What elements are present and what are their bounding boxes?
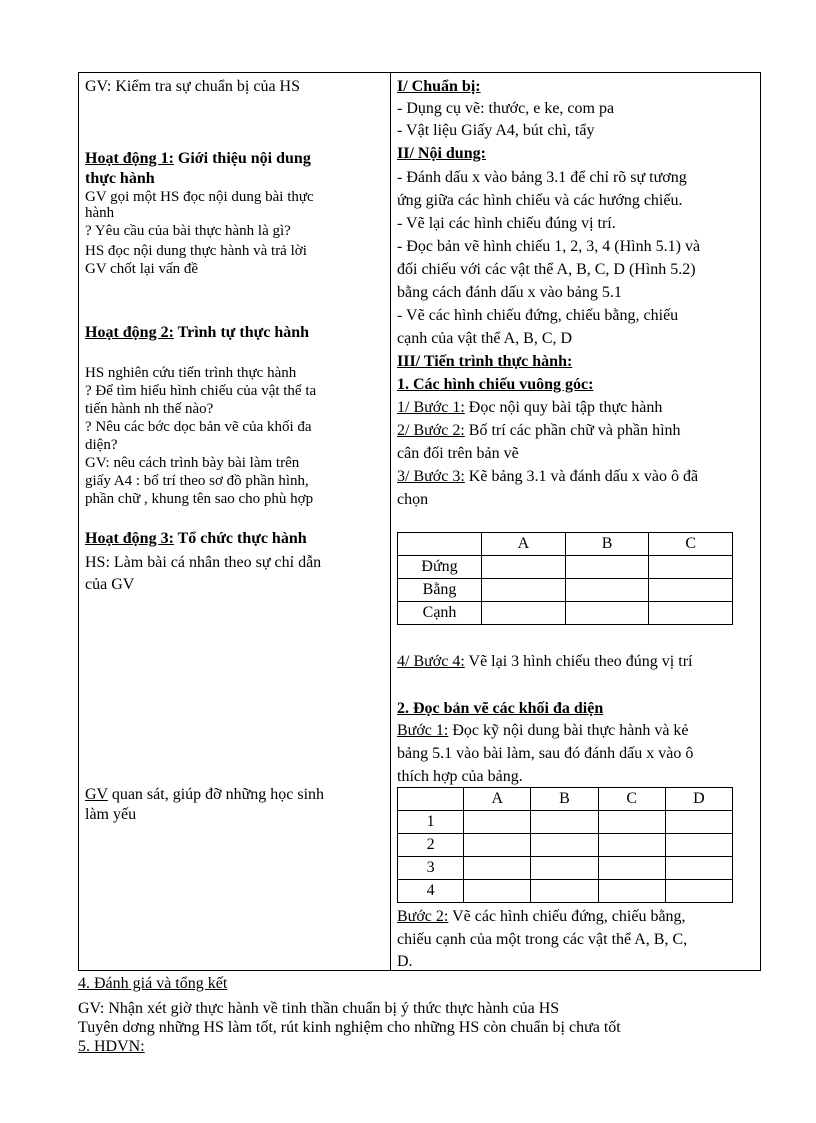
footer-line: Tuyên dơng những HS làm tốt, rút kinh nghiệm cho những HS còn chuẩn bị chưa tốt (78, 1019, 621, 1036)
text-line: tiến hành nh thế nào? (85, 401, 214, 417)
table-cell (665, 857, 732, 880)
text-line: GV chốt lại vấn đề (85, 261, 199, 277)
step-b2 (397, 907, 686, 927)
table-header: A (482, 533, 566, 556)
activity-1-heading (85, 149, 311, 169)
text-line: làm yếu (85, 806, 137, 823)
text-line: cân đối trên bản vẽ (397, 445, 519, 462)
table-header: B (565, 533, 649, 556)
table-row (398, 880, 733, 903)
table-row (398, 811, 733, 834)
text-line: GV: Kiểm tra sự chuẩn bị của HS (85, 78, 300, 95)
step-3-label: 3/ Bước 3: (397, 468, 465, 485)
section-3-title: III/ Tiến trình thực hành: (397, 353, 573, 370)
row-label: Cạnh (398, 602, 482, 625)
table-row (398, 556, 733, 579)
text-line: - Đánh dấu x vào bảng 3.1 để chỉ rõ sự tương (397, 169, 687, 186)
table-row (398, 834, 733, 857)
homework-title: 5. HDVN: (78, 1038, 145, 1055)
table-cell (649, 602, 733, 625)
activity-1-label: Hoạt động 1: (85, 150, 174, 167)
section-2-title: II/ Nội dung: (397, 145, 486, 162)
table-cell (598, 857, 665, 880)
column-divider (390, 73, 391, 970)
text-line: bảng 5.1 vào bài làm, sau đó đánh dấu x vào ô (397, 745, 694, 762)
table-header: D (665, 788, 732, 811)
activity-3-heading (85, 529, 307, 549)
text-line: ? Yêu cầu của bài thực hành là gì? (85, 223, 291, 239)
text-line: - Vẽ các hình chiếu đứng, chiếu bằng, chiếu (397, 307, 679, 324)
text-line: ứng giữa các hình chiếu và các hướng chiếu. (397, 192, 683, 209)
table-cell (665, 811, 732, 834)
row-label: Bằng (398, 579, 482, 602)
table-row (398, 579, 733, 602)
activity-3-label: Hoạt động 3: (85, 530, 174, 547)
text-line: phần chữ , khung tên sao cho phù hợp (85, 491, 314, 507)
gv-label: GV (85, 786, 108, 803)
step-1-label: 1/ Bước 1: (397, 399, 465, 416)
table-cell (398, 788, 464, 811)
activity-2-label: Hoạt động 2: (85, 324, 174, 341)
row-label: 4 (398, 880, 464, 903)
text-line: D. (397, 953, 413, 970)
table-cell (598, 811, 665, 834)
table-cell (531, 811, 598, 834)
text-line: đối chiếu với các vật thể A, B, C, D (Hình 5.2) (397, 261, 696, 278)
text-line: cạnh của vật thể A, B, C, D (397, 330, 573, 347)
table-cell (565, 556, 649, 579)
table-cell (598, 834, 665, 857)
table-row (398, 788, 733, 811)
table-cell (598, 880, 665, 903)
table-cell (464, 857, 531, 880)
table-cell (531, 834, 598, 857)
row-label: Đứng (398, 556, 482, 579)
table-row (398, 533, 733, 556)
text-line: chiếu cạnh của một trong các vật thể A, B, C, (397, 931, 688, 948)
text-line: HS đọc nội dung thực hành và trả lời (85, 243, 307, 259)
table-3-1 (397, 532, 733, 625)
row-label: 3 (398, 857, 464, 880)
text-line: thích hợp của bảng. (397, 768, 523, 785)
table-cell (531, 857, 598, 880)
step-b1-label: Bước 1: (397, 722, 449, 739)
table-cell (464, 834, 531, 857)
section-3-subtitle: 1. Các hình chiếu vuông góc: (397, 376, 594, 393)
step-2-text: Bố trí các phần chữ và phần hình (468, 422, 681, 439)
text-line: của GV (85, 576, 135, 593)
table-header: B (531, 788, 598, 811)
step-4 (397, 652, 692, 672)
text-line: giấy A4 : bố trí theo sơ đồ phần hình, (85, 473, 309, 489)
table-row (398, 602, 733, 625)
step-1-text: Đọc nội quy bài tập thực hành (468, 399, 663, 416)
step-2 (397, 421, 681, 441)
table-cell (531, 880, 598, 903)
table-cell (665, 834, 732, 857)
section-1-title: I/ Chuẩn bị: (397, 78, 481, 95)
lesson-table (78, 72, 761, 971)
step-2-label: 2/ Bước 2: (397, 422, 465, 439)
table-cell (464, 880, 531, 903)
table-cell (565, 579, 649, 602)
text-line: chọn (397, 491, 429, 508)
activity-1-heading-cont: thực hành (85, 170, 155, 187)
activity-3-title: Tổ chức thực hành (177, 530, 307, 547)
activity-1-title: Giới thiệu nội dung (177, 150, 311, 167)
text-line: hành (85, 205, 115, 221)
table-cell (649, 579, 733, 602)
table-cell (665, 880, 732, 903)
text-line: HS: Làm bài cá nhân theo sự chỉ dẫn (85, 554, 322, 571)
activity-2-heading (85, 323, 309, 343)
table-header: C (649, 533, 733, 556)
table-5-1 (397, 787, 733, 903)
text-line: - Đọc bản vẽ hình chiếu 1, 2, 3, 4 (Hình 5.1) và (397, 238, 701, 255)
section-4-title: 2. Đọc bản vẽ các khối đa diện (397, 700, 604, 717)
text-line: ? Nêu các bớc dọc bản vẽ của khối đa (85, 419, 312, 435)
table-cell (482, 602, 566, 625)
table-cell (482, 579, 566, 602)
table-row (398, 857, 733, 880)
step-b1 (397, 721, 689, 741)
step-3-text: Kẽ bảng 3.1 và đánh dấu x vào ô đã (468, 468, 699, 485)
text-line: - Dụng cụ vẽ: thước, e ke, com pa (397, 100, 615, 117)
step-4-label: 4/ Bước 4: (397, 653, 465, 670)
table-header: C (598, 788, 665, 811)
gv-text: quan sát, giúp đỡ những học sinh (111, 786, 325, 803)
step-1 (397, 398, 662, 418)
evaluation-title: 4. Đánh giá và tổng kết (78, 975, 228, 992)
table-cell (649, 556, 733, 579)
step-4-text: Vẽ lại 3 hình chiếu theo đúng vị trí (468, 653, 693, 670)
text-line: diện? (85, 437, 118, 453)
text-line: ? Để tìm hiểu hình chiếu của vật thể ta (85, 383, 317, 399)
text-line: - Vật liệu Giấy A4, bút chì, tẩy (397, 122, 595, 139)
footer-line: GV: Nhận xét giờ thực hành về tinh thần chuẩn bị ý thức thực hành của HS (78, 1000, 560, 1017)
text-line (85, 785, 324, 805)
step-b1-text: Đọc kỹ nội dung bài thực hành và kẻ (452, 722, 689, 739)
row-label: 2 (398, 834, 464, 857)
table-cell (464, 811, 531, 834)
table-header: A (464, 788, 531, 811)
step-3 (397, 467, 698, 487)
step-b2-label: Bước 2: (397, 908, 449, 925)
table-cell (565, 602, 649, 625)
text-line: GV: nêu cách trình bày bài làm trên (85, 455, 300, 471)
text-line: bằng cách đánh dấu x vào bảng 5.1 (397, 284, 622, 301)
text-line: HS nghiên cứu tiến trình thực hành (85, 365, 297, 381)
text-line: - Vẽ lại các hình chiếu đúng vị trí. (397, 215, 616, 232)
step-b2-text: Vẽ các hình chiếu đứng, chiếu bằng, (452, 908, 686, 925)
text-line: GV gọi một HS đọc nội dung bài thực (85, 189, 314, 205)
table-cell (482, 556, 566, 579)
activity-2-title: Trình tự thực hành (177, 324, 310, 341)
row-label: 1 (398, 811, 464, 834)
table-cell (398, 533, 482, 556)
